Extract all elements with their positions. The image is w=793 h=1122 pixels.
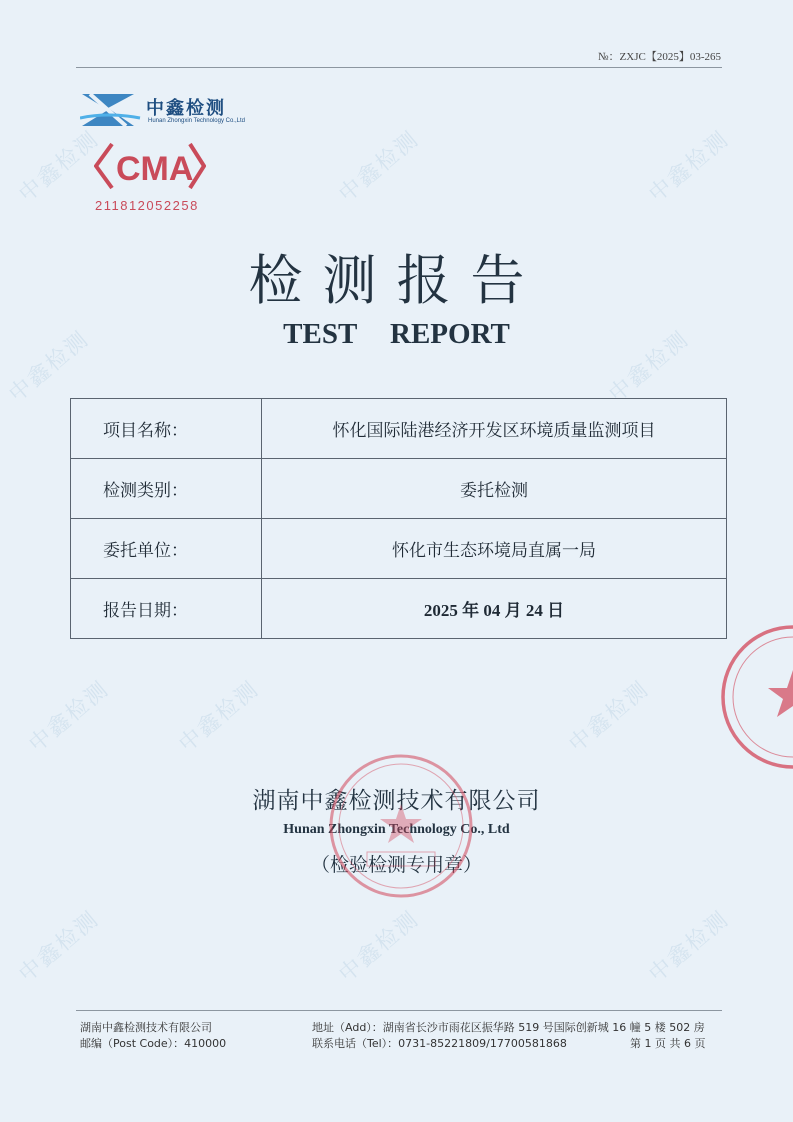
cma-number: 211812052258 bbox=[95, 198, 199, 213]
page-indicator: 第 1 页 共 6 页 bbox=[630, 1037, 706, 1050]
report-info-table bbox=[70, 398, 727, 639]
project-name-value: 怀化国际陆港经济开发区环境质量监测项目 bbox=[262, 399, 727, 459]
header-divider bbox=[76, 67, 722, 68]
row-label: 报告日期： bbox=[71, 579, 262, 639]
table-row bbox=[71, 519, 727, 579]
row-label: 委托单位： bbox=[71, 519, 262, 579]
watermark-text: 中鑫检测 bbox=[334, 126, 425, 208]
watermark-text: 中鑫检测 bbox=[174, 676, 265, 758]
watermark-text: 中鑫检测 bbox=[14, 906, 105, 988]
footer-address: 地址（Add）：湖南省长沙市雨花区振华路 519 号国际创新城 16 幢 5 楼 502 房 bbox=[312, 1021, 705, 1034]
row-label: 项目名称： bbox=[71, 399, 262, 459]
report-date-value: 2025 年 04 月 24 日 bbox=[262, 579, 727, 639]
test-category-value: 委托检测 bbox=[262, 459, 727, 519]
logo-name-cn: 中鑫检测 bbox=[146, 98, 226, 119]
watermark-text: 中鑫检测 bbox=[604, 326, 695, 408]
watermark-text: 中鑫检测 bbox=[14, 126, 105, 208]
inspection-seal-icon bbox=[327, 752, 475, 900]
watermark-text: 中鑫检测 bbox=[644, 906, 735, 988]
report-number: №：ZXJC【2025】03-265 bbox=[598, 51, 721, 63]
cma-mark-icon bbox=[94, 140, 206, 192]
table-row bbox=[71, 399, 727, 459]
official-seal-icon bbox=[718, 622, 793, 772]
company-name-en: Hunan Zhongxin Technology Co., Ltd bbox=[283, 822, 510, 837]
watermark-text: 中鑫检测 bbox=[334, 906, 425, 988]
footer-post-code: 邮编（Post Code）：410000 bbox=[80, 1037, 227, 1050]
watermark-text: 中鑫检测 bbox=[24, 676, 115, 758]
report-title-cn: 检测报告 bbox=[248, 249, 545, 312]
row-label: 检测类别： bbox=[71, 459, 262, 519]
watermark-text: 中鑫检测 bbox=[4, 326, 95, 408]
report-title-en: TEST REPORT bbox=[283, 318, 510, 350]
footer-phone: 联系电话（Tel）：0731-85221809/17700581868 bbox=[312, 1037, 567, 1050]
table-row bbox=[71, 579, 727, 639]
watermark-text: 中鑫检测 bbox=[564, 676, 655, 758]
client-value: 怀化市生态环境局直属一局 bbox=[262, 519, 727, 579]
logo-name-en: Hunan Zhongxin Technology Co.,Ltd bbox=[148, 118, 245, 124]
svg-text:CMA: CMA bbox=[116, 150, 194, 188]
company-name-cn: 湖南中鑫检测技术有限公司 bbox=[252, 788, 541, 814]
footer-divider bbox=[76, 1010, 722, 1011]
footer-company: 湖南中鑫检测技术有限公司 bbox=[80, 1021, 212, 1034]
table-row bbox=[71, 459, 727, 519]
watermark-text: 中鑫检测 bbox=[644, 126, 735, 208]
seal-caption: （检验检测专用章） bbox=[310, 854, 482, 876]
